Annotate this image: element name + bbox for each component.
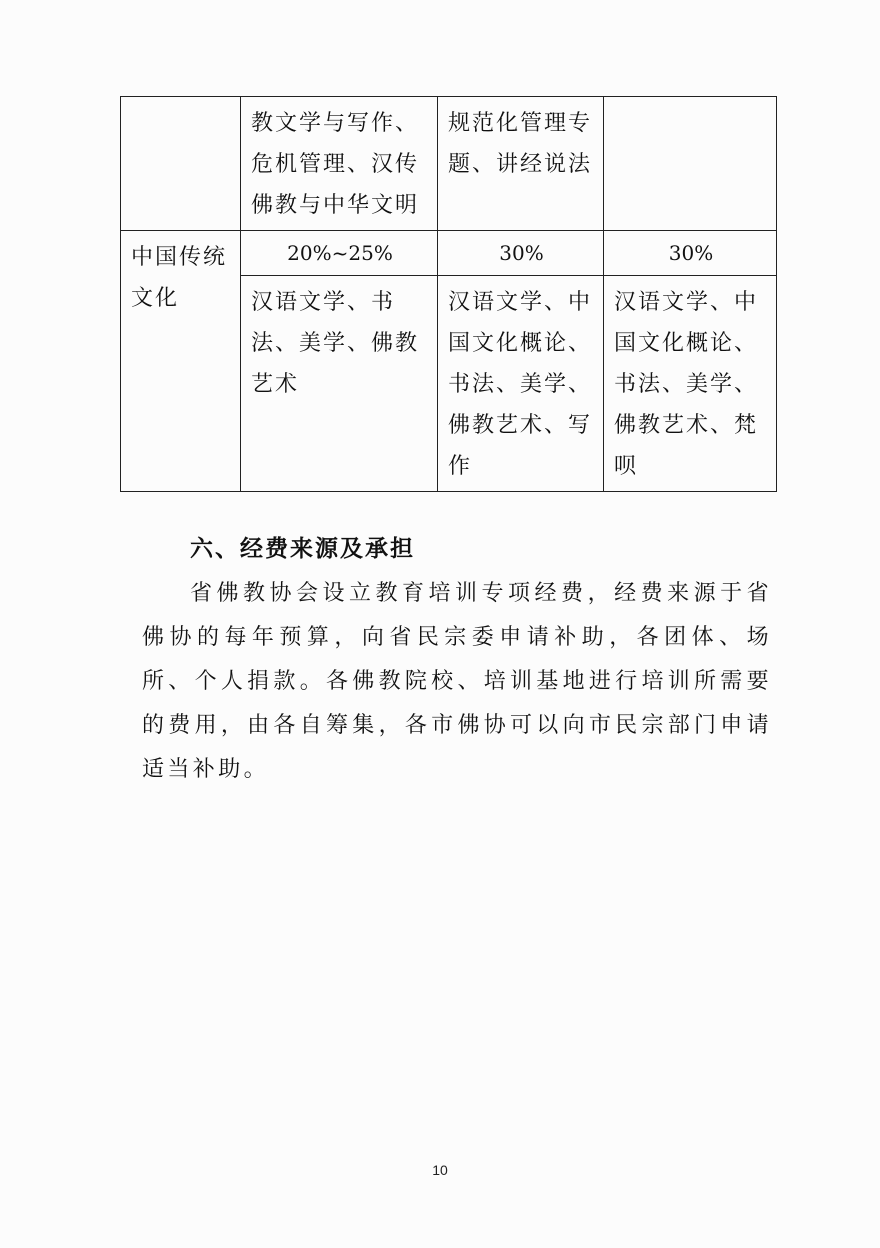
table-cell-courses: 汉语文学、中国文化概论、书法、美学、佛教艺术、写作 bbox=[438, 276, 604, 492]
table-cell-percentage: 30% bbox=[604, 231, 777, 276]
table-row bbox=[121, 97, 777, 231]
table-cell-percentage: 20%~25% bbox=[241, 231, 438, 276]
body-paragraph: 省佛教协会设立教育培训专项经费，经费来源于省佛协的每年预算，向省民宗委申请补助，各团体、场所、个人捐款。各佛教院校、培训基地进行培训所需要的费用，由各自筹集，各市佛协可以向市民宗部门申请适当补助。 bbox=[142, 581, 772, 782]
section-heading: 六、经费来源及承担 bbox=[190, 536, 415, 562]
table-cell-courses: 汉语文学、书法、美学、佛教艺术 bbox=[241, 276, 438, 492]
curriculum-table bbox=[120, 96, 777, 492]
table-cell-courses bbox=[604, 97, 777, 231]
table-cell-category-continued bbox=[121, 97, 241, 231]
table-cell-courses: 规范化管理专题、讲经说法 bbox=[438, 97, 604, 231]
table-cell-courses: 汉语文学、中国文化概论、书法、美学、佛教艺术、梵呗 bbox=[604, 276, 777, 492]
table-cell-courses: 教文学与写作、危机管理、汉传佛教与中华文明 bbox=[241, 97, 438, 231]
table-cell-category: 中国传统文化 bbox=[121, 231, 241, 492]
table-cell-percentage: 30% bbox=[438, 231, 604, 276]
page-number: 10 bbox=[432, 1162, 448, 1178]
table-row bbox=[121, 231, 777, 276]
